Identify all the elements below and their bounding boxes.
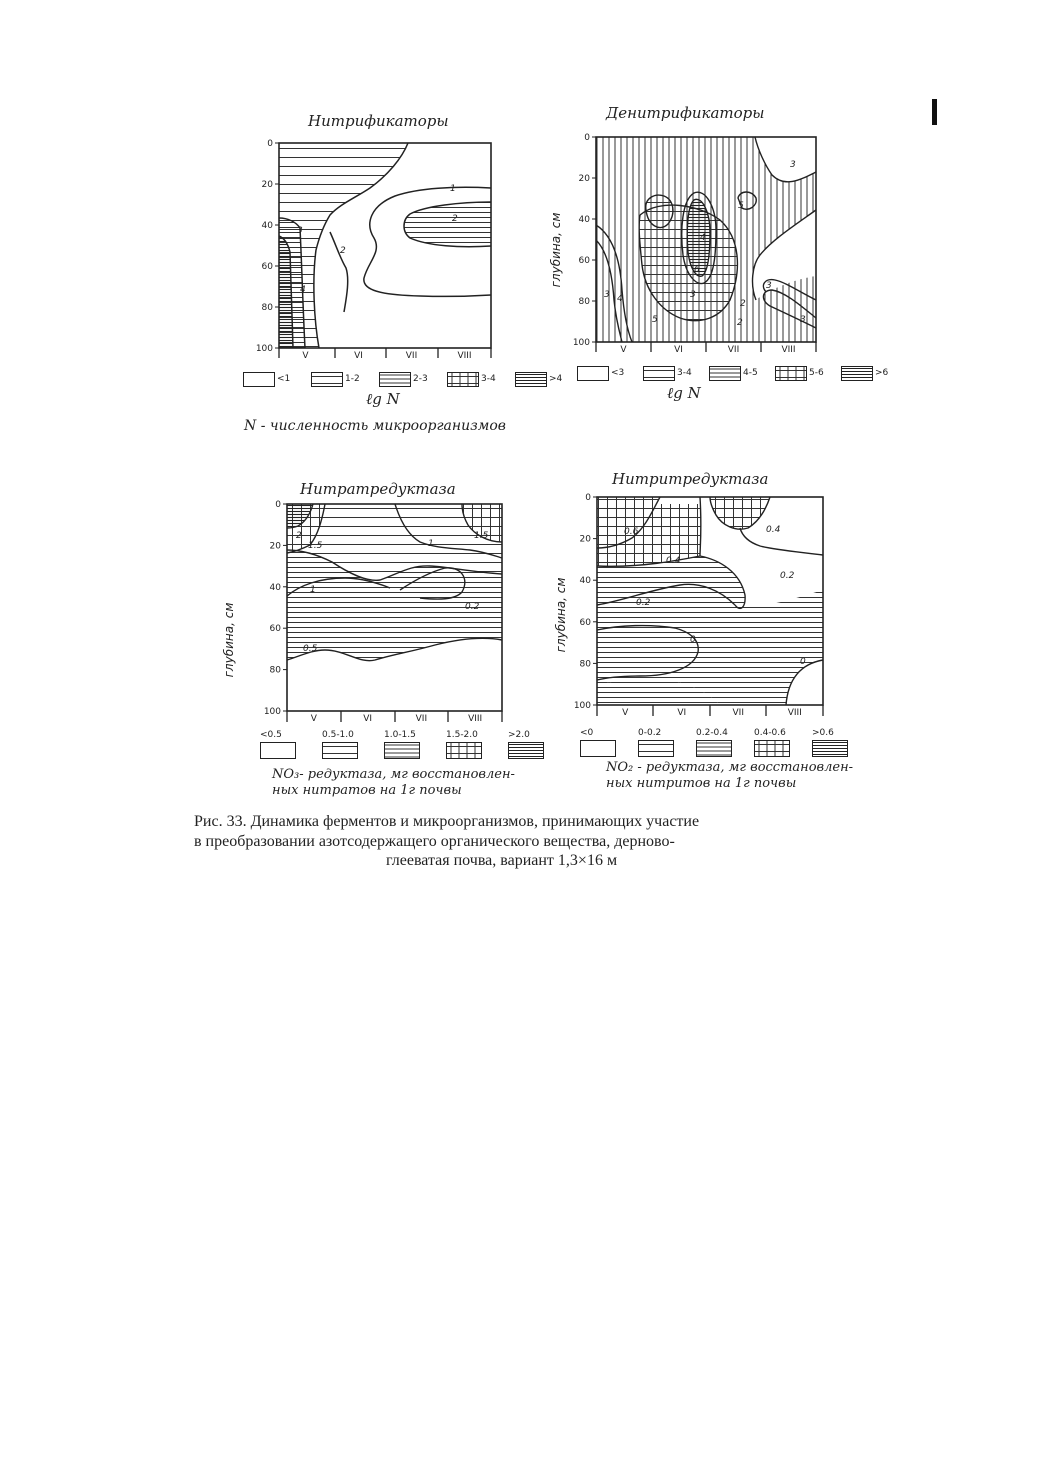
contour-label: 6 [694,265,700,275]
y-tick-label: 60 [579,617,591,628]
legend-swatch [638,740,674,757]
x-tick-label: V [620,345,627,355]
legend-swatch [754,740,790,757]
legend-swatch [446,742,482,759]
y-tick-label: 40 [578,215,590,225]
x-tick-labels [311,714,482,724]
y-tick-label: 0 [275,500,281,510]
legend-swatch [379,372,411,387]
contour-label: 2 [452,214,458,224]
x-tick-labels [620,345,795,355]
contour-label: 1 [450,184,456,194]
legend-label: <0 [580,728,594,738]
legend-swatch [322,742,358,759]
legend-label: 0.2-0.4 [696,728,728,738]
legend-label: 0.4-0.6 [754,728,786,738]
legend-label: 3-4 [481,374,496,384]
contour-label: 3 [297,226,303,236]
x-tick-labels [302,351,471,361]
chart-nitrate-reductase [222,500,502,724]
y-tick-label: 60 [261,262,273,272]
y-tick-label: 20 [578,174,590,184]
contour-2-mid [330,232,348,312]
contour-label: 3 [790,160,796,170]
y-tick-label: 80 [269,665,281,676]
legend-swatch [384,742,420,759]
legend-label: 2-3 [413,374,428,384]
contour-label: 0.4 [766,525,781,535]
y-tick-label: 100 [572,338,590,348]
contour-label: 0.2 [465,602,480,612]
x-tick-label: VI [363,714,373,724]
x-tick-label: VII [727,345,740,355]
contour-label: 3 [800,315,806,325]
panel-title-nitrate-reductase: Нитратредуктаза [300,480,456,498]
y-tick-label: 80 [261,303,273,313]
legend-swatch [580,740,616,757]
contour-label: 0 [800,657,806,667]
y-tick-label: 20 [269,541,281,552]
legend-swatch [508,742,544,759]
x-tick-label: VI [354,351,363,361]
y-tick-label: 80 [578,297,590,307]
contour-label: 0 [690,635,696,645]
legend-label: 5-6 [809,368,824,378]
y-tick-label: 100 [573,701,591,711]
contour-label: 0.5 [303,644,318,654]
y-axis-label: глубина, см [222,602,236,678]
panel-title-denitrifiers: Денитрификаторы [606,104,765,122]
y-tick-label: 100 [255,344,273,354]
legend-label: 4-5 [743,368,758,378]
legend-caption-line: NO₂ - редуктаза, мг восстановлен- [606,760,854,775]
contour-label: 1.5 [308,541,323,551]
contour-label: 0.4 [666,556,681,566]
caption-line-3: глееватая почва, вариант 1,3×16 м [386,852,618,869]
legend-caption-line: NO₃- редуктаза, мг восстановлен- [272,767,515,782]
legend-label: >0.6 [812,728,834,738]
x-tick-label: VIII [787,708,802,718]
contour-label: 2 [737,318,743,328]
x-tick-label: VIII [468,714,483,724]
caption-line-1: Рис. 33. Динамика ферментов и микроорганизмов, принимающих участие [194,813,700,830]
contour-0.2-right [740,528,823,555]
contour-label: 0.2 [636,598,651,608]
chart-denitrifiers [549,133,816,355]
legend-label: >6 [875,368,889,378]
legend-swatch [643,366,675,381]
legend-label: >2.0 [508,730,530,740]
x-tick-label: V [302,351,309,361]
legend-swatch [812,740,848,757]
y-tick-label: 0 [267,139,273,149]
y-tick-labels [574,493,597,711]
legend-swatch [243,372,275,387]
contour-label: 3 [604,290,610,300]
legend-label: >4 [549,374,563,384]
contour-label: 1.5 [474,531,489,541]
panel-title-nitrite-reductase: Нитритредуктаза [612,470,769,488]
y-tick-label: 0 [585,493,591,503]
x-tick-label: V [622,708,629,718]
chart-nitrite-reductase [554,493,823,718]
legend-label: <3 [611,368,625,378]
legend-label: <0.5 [260,730,282,740]
y-tick-labels [573,133,596,348]
contour-label: 0.6 [624,527,639,537]
legend-label: 0.5-1.0 [322,730,354,740]
y-tick-labels [264,500,287,717]
contour-label: 1 [428,539,434,549]
legend-label: 1.0-1.5 [384,730,416,740]
legend-caption-no2 [606,760,853,792]
contour-label: 2 [340,246,346,256]
x-tick-label: VIII [781,345,796,355]
y-tick-label: 20 [579,534,591,545]
contour-label: 4 [300,285,306,295]
y-tick-label: 20 [261,180,273,190]
microorganism-count-note: N - численность микроорганизмов [244,418,506,434]
y-axis-label: глубина, см [549,212,563,288]
x-tick-label: VIII [457,351,472,361]
legend-label: 1.5-2.0 [446,730,478,740]
x-tick-label: VI [677,708,687,718]
contour-label: 1 [310,585,316,595]
chart-nitrifiers [256,139,491,361]
y-tick-label: 80 [579,659,591,670]
y-tick-label: 40 [269,582,281,593]
contour-label: 5 [738,201,744,211]
legend-label: 1-2 [345,374,360,384]
contour-label: 0.2 [780,571,795,581]
legend-swatch [709,366,741,381]
legend-label: 3-4 [677,368,692,378]
x-tick-label: VII [405,351,418,361]
legend-swatch [515,372,547,387]
contour-label: 4 [617,294,623,304]
legend-label: 0-0.2 [638,728,662,738]
y-tick-label: 40 [261,221,273,231]
legend-label: <1 [277,374,291,384]
contour-label: 2 [740,299,746,309]
legend-swatch [696,740,732,757]
figure-caption [194,812,928,852]
legend-caption-line: ных нитритов на 1г почвы [606,776,797,791]
y-tick-label: 0 [584,133,590,143]
legend-swatch [260,742,296,759]
x-tick-label: VI [674,345,683,355]
x-tick-labels [622,708,802,718]
caption-line-2: в преобразовании азотсодержащего органического вещества, дерново- [194,833,675,850]
contour-label: 4 [700,233,706,243]
contour-label: 2 [296,531,302,541]
legend-caption-line: ных нитратов на 1г почвы [272,783,462,798]
y-tick-labels [256,139,279,354]
contour-label: 3 [690,290,696,300]
legend-unit-nitrifiers: ℓg N [366,390,400,408]
y-tick-label: 60 [578,256,590,266]
contour-label: 5 [652,315,658,325]
contour-label: 3 [766,281,772,291]
x-tick-label: VII [415,714,428,724]
zone-gt0.6-right [710,497,770,529]
legend-swatch [311,372,343,387]
panel-title-nitrifiers: Нитрификаторы [308,112,449,130]
legend-caption-no3 [272,767,515,799]
x-tick-label: V [310,714,317,724]
legend-swatch [775,366,807,381]
y-tick-label: 60 [269,624,281,635]
y-axis-label: глубина, см [554,577,568,653]
x-tick-label: VII [732,708,744,718]
legend-swatch [841,366,873,381]
legend-unit-denitrifiers: ℓg N [667,384,701,402]
y-tick-label: 40 [579,576,591,587]
y-tick-label: 100 [263,707,281,717]
legend-swatch [447,372,479,387]
legend-swatch [577,366,609,381]
